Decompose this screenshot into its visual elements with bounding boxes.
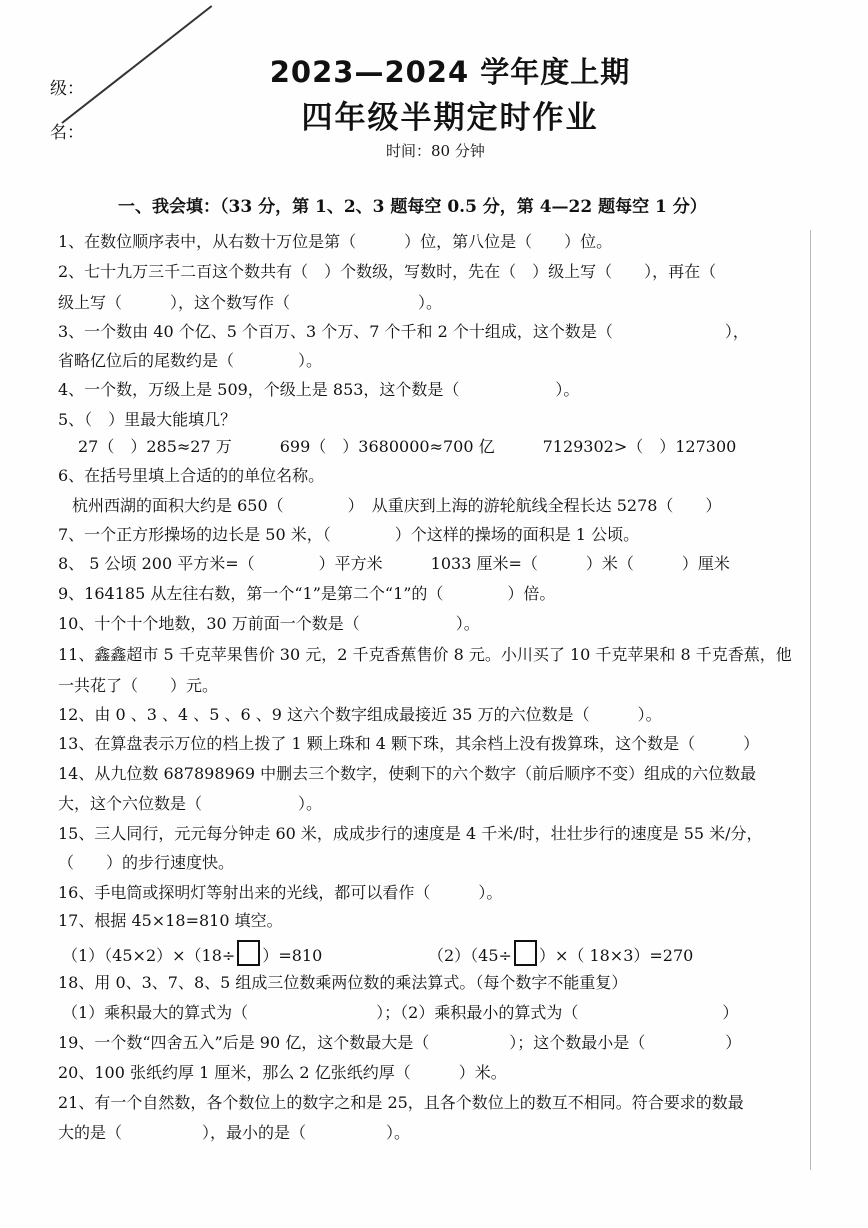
line-9: 6、在括号里填上合适的的单位名称。 bbox=[58, 466, 325, 485]
page-subtitle: 四年级半期定时作业 bbox=[301, 100, 599, 136]
line-3: 级上写（ ），这个数写作（ ）。 bbox=[58, 293, 443, 312]
line-29: 20、100 张纸约厚 1 厘米，那么 2 亿张纸约厚（ ）米。 bbox=[58, 1063, 507, 1082]
line-24: 17、根据 45×18=810 填空。 bbox=[58, 911, 283, 930]
line-12: 8、 5 公顷 200 平方米=（ ）平方米 1033 厘米=（ ）米（ ）厘米 bbox=[58, 554, 730, 573]
section-title: 一、我会填：（33 分，第 1、2、3 题每空 0.5 分，第 4—22 题每空 1 分） bbox=[118, 197, 707, 217]
q17-part2 bbox=[428, 940, 693, 967]
line-20: 大，这个六位数是（ ）。 bbox=[58, 794, 323, 813]
q17-part1-left: （1）（45×2）×（18÷ bbox=[62, 946, 236, 965]
line-7: 5、（ ）里最大能填几？ bbox=[58, 410, 237, 429]
line-17: 12、由 0 、3 、4 、5 、6 、9 这六个数字组成最接近 35 万的六位数是（ ）。 bbox=[58, 705, 662, 724]
line-31: 大的是（ ），最小的是（ ）。 bbox=[58, 1123, 411, 1142]
q17-part1-right: ）=810 bbox=[262, 946, 323, 965]
class-label: 级： bbox=[50, 79, 84, 99]
line-19: 14、从九位数 687898969 中删去三个数字，使剩下的六个数字（前后顺序不变）组成的六位数最 bbox=[58, 764, 757, 783]
line-4: 3、一个数由 40 个亿、5 个百万、3 个万、7 个千和 2 个十组成，这个数是（ ）， bbox=[58, 322, 749, 341]
line-30: 21、有一个自然数，各个数位上的数字之和是 25，且各个数位上的数互不相同。符合要求的数最 bbox=[58, 1093, 744, 1112]
line-15: 11、鑫鑫超市 5 千克苹果售价 30 元，2 千克香蕉售价 8 元。小川买了 10 千克苹果和 8 千克香蕉，他 bbox=[58, 645, 792, 664]
line-16: 一共花了（ ）元。 bbox=[58, 676, 219, 695]
line-14: 10、十个十个地数，30 万前面一个数是（ ）。 bbox=[58, 614, 480, 633]
line-6: 4、一个数，万级上是 509，个级上是 853，这个数是（ ）。 bbox=[58, 380, 580, 399]
line-23: 16、手电筒或探明灯等射出来的光线，都可以看作（ ）。 bbox=[58, 883, 503, 902]
line-22: （ ）的步行速度快。 bbox=[58, 853, 235, 872]
line-21: 15、三人同行，元元每分钟走 60 米，成成步行的速度是 4 千米/时，壮壮步行的速度是 55 米/分， bbox=[58, 824, 763, 843]
line-2: 2、七十九万三千二百这个数共有（ ）个数级，写数时，先在（ ）级上写（ ），再在（ bbox=[58, 262, 717, 281]
line-27: （1）乘积最大的算式为（ ）；（2）乘积最小的算式为（ ） bbox=[62, 1003, 739, 1022]
q17-part2-right: ）×（ 18×3）=270 bbox=[538, 946, 694, 965]
page-title: 2023—2024 学年度上期 bbox=[269, 55, 631, 89]
q17-part2-left: （2）（45÷ bbox=[428, 946, 512, 965]
line-28: 19、一个数“四舍五入”后是 90 亿，这个数最大是（ ）；这个数最小是（ ） bbox=[58, 1033, 742, 1052]
name-label: 名： bbox=[50, 123, 84, 143]
line-13: 9、164185 从左往右数，第一个“1”是第二个“1”的（ ）倍。 bbox=[58, 584, 556, 603]
line-26: 18、用 0、3、7、8、5 组成三位数乘两位数的乘法算式。（每个数字不能重复） bbox=[58, 973, 628, 992]
line-1: 1、在数位顺序表中，从右数十万位是第（ ）位，第八位是（ ）位。 bbox=[58, 232, 613, 251]
answer-box[interactable] bbox=[514, 940, 537, 966]
line-8: 27（ ）285≈27 万 699（ ）3680000≈700 亿 7129302>（ ）127300 bbox=[78, 437, 737, 456]
time-label: 时间：80 分钟 bbox=[386, 142, 485, 160]
answer-box[interactable] bbox=[237, 940, 260, 966]
q17-part1 bbox=[62, 940, 322, 967]
page-edge bbox=[810, 230, 811, 1170]
line-11: 7、一个正方形操场的边长是 50 米，（ ）个这样的操场的面积是 1 公顷。 bbox=[58, 525, 640, 544]
line-10: 杭州西湖的面积大约是 650（ ） 从重庆到上海的游轮航线全程长达 5278（ ） bbox=[72, 496, 722, 515]
line-18: 13、在算盘表示万位的档上拨了 1 颗上珠和 4 颗下珠，其余档上没有拨算珠，这个数是（ ） bbox=[58, 734, 760, 753]
line-5: 省略亿位后的尾数约是（ ）。 bbox=[58, 351, 323, 370]
